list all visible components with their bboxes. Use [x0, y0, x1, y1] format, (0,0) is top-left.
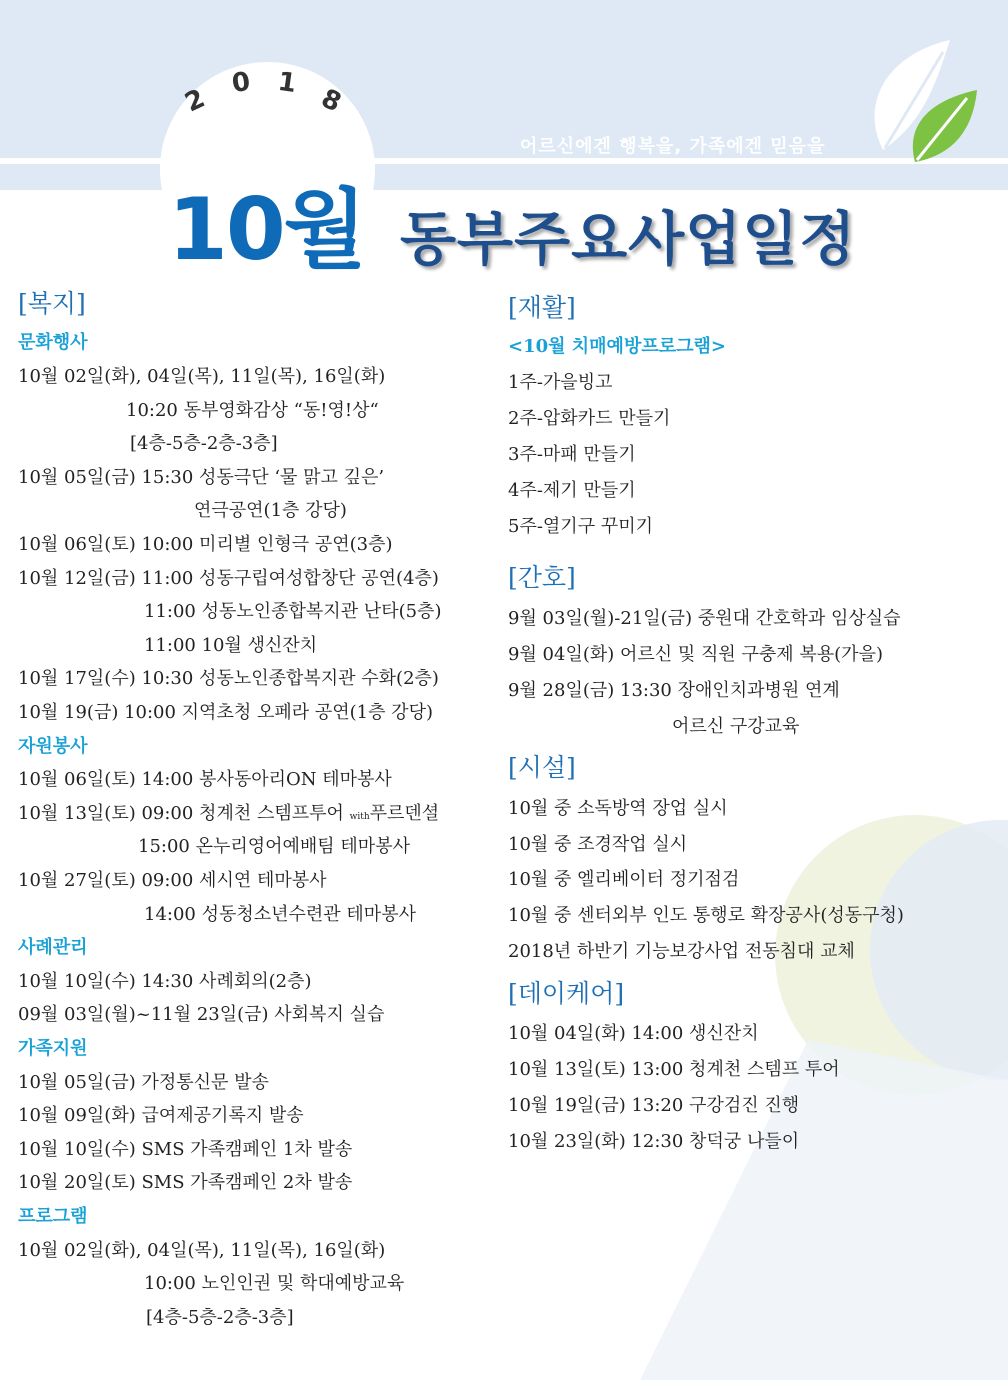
schedule-line: 연극공연(1층 강당): [194, 500, 347, 521]
year-digit: 0: [230, 66, 253, 100]
schedule-line: 2018년 하반기 기능보강사업 전동침대 교체: [508, 941, 855, 962]
year-digit: 1: [276, 66, 299, 100]
schedule-line: 10월 06일(토) 14:00 봉사동아리ON 테마봉사: [18, 769, 392, 790]
schedule-line: 어르신 구강교육: [672, 716, 800, 737]
slogan: 어르신에겐 행복을, 가족에겐 믿음을: [520, 136, 826, 157]
schedule-line: 09월 03일(월)~11월 23일(금) 사회복지 실습: [18, 1004, 385, 1025]
schedule-line: [18, 799, 439, 825]
schedule-line: 9월 03일(월)-21일(금) 중원대 간호학과 임상실습: [508, 608, 901, 629]
schedule-line: 4주-제기 만들기: [508, 480, 636, 501]
subsection-culture: 문화행사: [18, 332, 88, 353]
schedule-line: 10월 17일(수) 10:30 성동노인종합복지관 수화(2층): [18, 668, 439, 689]
schedule-line: 10월 10일(수) SMS 가족캠페인 1차 발송: [18, 1139, 353, 1160]
year-digit: 2: [180, 83, 210, 119]
page-title: 동부주요사업일정: [400, 205, 857, 273]
leaf-logo-icon: [855, 30, 985, 170]
schedule-line: 10월 중 엘리베이터 정기점검: [508, 869, 740, 890]
schedule-line: 10월 13일(토) 13:00 청계천 스템프 투어: [508, 1059, 840, 1080]
schedule-line: 14:00 성동청소년수련관 테마봉사: [144, 904, 416, 925]
schedule-line: 10월 09일(화) 급여제공기록지 발송: [18, 1105, 304, 1126]
section-heading-rehab: [재활]: [508, 293, 576, 322]
schedule-line: 10월 10일(수) 14:30 사례회의(2층): [18, 971, 312, 992]
with-tag: with: [349, 812, 370, 822]
schedule-text: 10월 13일(토) 09:00 청계천 스템프투어: [18, 803, 344, 824]
schedule-line: 10월 중 소독방역 장업 실시: [508, 798, 728, 819]
schedule-line: [4층-5층-2층-3층]: [130, 433, 278, 454]
schedule-line: 10월 27일(토) 09:00 세시연 테마봉사: [18, 870, 327, 891]
schedule-line: 10월 05일(금) 가정통신문 발송: [18, 1072, 269, 1093]
partner-name: 푸르덴셜: [369, 803, 440, 824]
schedule-line: 10월 19일(금) 13:20 구강검진 진행: [508, 1095, 800, 1116]
schedule-line: 11:00 10월 생신잔치: [144, 635, 318, 656]
schedule-line: 3주-마패 만들기: [508, 444, 636, 465]
section-heading-daycare: [데이케어]: [508, 979, 625, 1008]
section-heading-facility: [시설]: [508, 753, 576, 782]
schedule-line: 10월 05일(금) 15:30 성동극단 ‘물 맑고 깊은’: [18, 467, 385, 488]
schedule-line: 1주-가을빙고: [508, 372, 613, 393]
schedule-line: 10월 06일(토) 10:00 미리별 인형극 공연(3층): [18, 534, 393, 555]
schedule-line: 10월 23일(화) 12:30 창덕궁 나들이: [508, 1131, 800, 1152]
schedule-line: 10:20 동부영화감상 “동!영!상“: [126, 400, 379, 421]
schedule-line: 15:00 온누리영어예배팀 테마봉사: [138, 836, 410, 857]
schedule-line: 10월 12일(금) 11:00 성동구립여성합창단 공연(4층): [18, 568, 439, 589]
schedule-line: 5주-열기구 꾸미기: [508, 516, 653, 537]
subsection-volunteer: 자원봉사: [18, 736, 88, 757]
subsection-program: 프로그램: [18, 1206, 88, 1227]
title-month: 10월: [168, 180, 365, 280]
subsection-family: 가족지원: [18, 1038, 88, 1059]
schedule-line: 10:00 노인인권 및 학대예방교육: [144, 1273, 405, 1294]
schedule-line: 11:00 성동노인종합복지관 난타(5층): [144, 601, 442, 622]
section-heading-welfare: [복지]: [18, 289, 86, 318]
schedule-line: 2주-압화카드 만들기: [508, 408, 671, 429]
schedule-line: 10월 04일(화) 14:00 생신잔치: [508, 1023, 759, 1044]
year-digit: 8: [316, 83, 346, 119]
subsection-case: 사례관리: [18, 937, 88, 958]
section-heading-nursing: [간호]: [508, 563, 576, 592]
year-arc: [180, 64, 350, 119]
subsection-dementia-program: <10월 치매예방프로그램>: [508, 336, 726, 357]
schedule-line: 10월 02일(화), 04일(목), 11일(목), 16일(화): [18, 1240, 386, 1261]
schedule-line: 9월 28일(금) 13:30 장애인치과병원 연계: [508, 680, 840, 701]
schedule-line: 10월 20일(토) SMS 가족캠페인 2차 발송: [18, 1172, 353, 1193]
schedule-line: 10월 19(금) 10:00 지역초청 오페라 공연(1층 강당): [18, 702, 433, 723]
schedule-line: [4층-5층-2층-3층]: [146, 1307, 294, 1328]
schedule-line: 9월 04일(화) 어르신 및 직원 구충제 복용(가을): [508, 644, 883, 665]
schedule-line: 10월 중 조경작업 실시: [508, 834, 688, 855]
schedule-line: 10월 02일(화), 04일(목), 11일(목), 16일(화): [18, 366, 386, 387]
schedule-line: 10월 중 센터외부 인도 통행로 확장공사(성동구청): [508, 905, 904, 926]
